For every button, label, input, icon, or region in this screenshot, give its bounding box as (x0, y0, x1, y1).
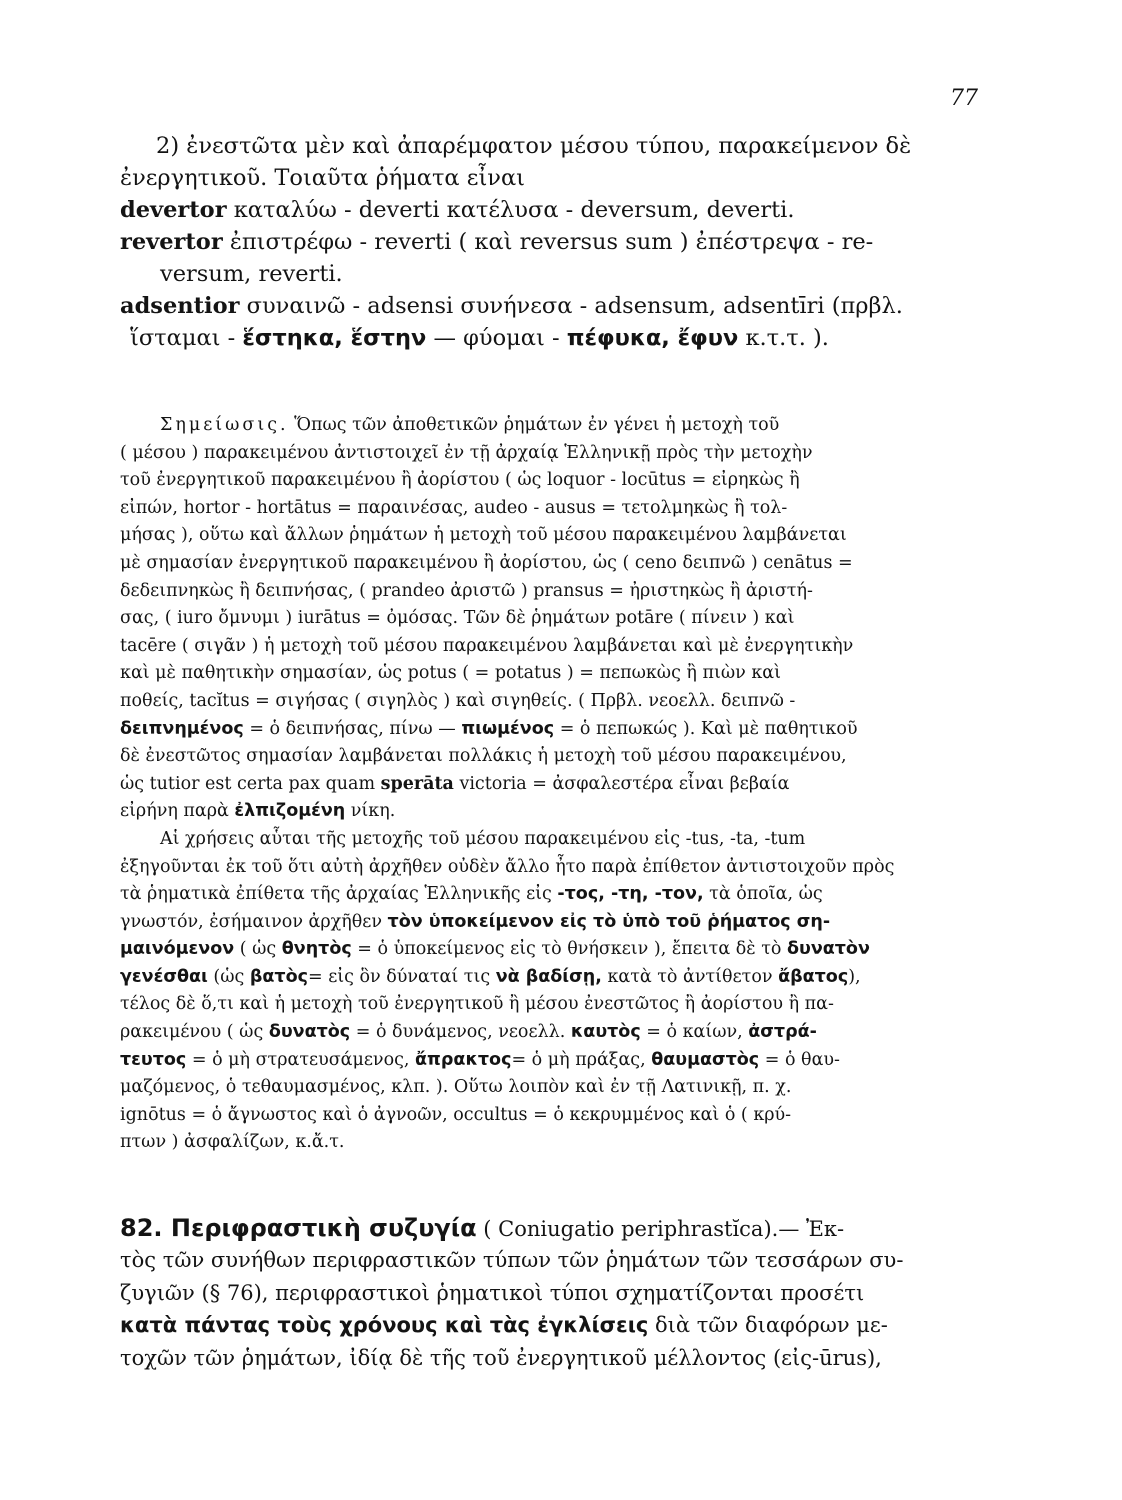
text-span: δὲ ἐνεστῶτος σημασίαν λαμβάνεται πολλάκις ἡ μετοχὴ τοῦ μέσου παρακειμένου, (120, 746, 847, 767)
text-span: = ὁ μὴ στρατευσάμενος, (186, 1049, 416, 1070)
text-line (120, 1019, 990, 1047)
bold-term: δυνατὸν (786, 939, 870, 960)
text-line (120, 991, 990, 1019)
text-line (120, 226, 990, 258)
text-span: = ὁ δυνάμενος, νεοελλ. (350, 1022, 571, 1043)
text-line (120, 194, 990, 226)
text-line (120, 660, 990, 688)
text-span: = ὁ ὑποκείμενος εἰς τὸ θνήσκειν ), ἔπειτα δὲ τὸ (351, 939, 787, 960)
bold-term: τὸν ὑποκείμενον εἰς τὸ ὑπὸ τοῦ ῥήματος ση- (387, 911, 831, 932)
text-span: πτων ) ἀσφαλίζων, κ.ἄ.τ. (120, 1132, 345, 1153)
text-line (120, 1212, 990, 1244)
bold-term: τευτος (120, 1049, 187, 1070)
text-line (120, 1129, 990, 1157)
text-span: ), (848, 966, 861, 987)
bold-term: πέφυκα, ἔφυν (566, 325, 739, 351)
text-line (120, 467, 990, 495)
section-82 (120, 1212, 990, 1374)
text-span: Ὅπως τῶν ἀποθετικῶν ῥημάτων ἐν γένει ἡ μετοχὴ τοῦ (288, 415, 780, 435)
bold-term: καυτὸς (570, 1022, 641, 1043)
text-span: ζυγιῶν (§ 76), περιφραστικοὶ ῥηματικοὶ τύποι σχηματίζονται προσέτι (120, 1280, 865, 1305)
text-span: ( μέσου ) παρακειμένου ἀντιστοιχεῖ ἐν τῇ ἀρχαίᾳ Ἑλληνικῇ πρὸς τὴν μετοχὴν (120, 442, 813, 463)
text-line (120, 1102, 990, 1130)
text-span: σας, ( iuro ὄμνυμι ) iurātus = ὀμόσας. Τῶν δὲ ῥημάτων potāre ( πίνειν ) καὶ (120, 608, 795, 629)
text-span: καὶ μὲ παθητικὴν σημασίαν, ὡς potus ( = potatus ) = πεπωκὼς ἢ πιὼν καὶ (120, 663, 781, 684)
text-span: κατὰ τὸ ἀντίθετον (601, 966, 779, 987)
text-span: ὡς tutior est certa pax quam (120, 773, 381, 794)
text-line (120, 1309, 990, 1341)
bold-term: ἄπρακτος (415, 1049, 512, 1070)
bold-term: devertor (120, 197, 227, 223)
text-line (120, 495, 990, 523)
text-line (120, 688, 990, 716)
text-span: ἐξηγοῦνται ἐκ τοῦ ὅτι αὐτὴ ἀρχῆθεν οὐδὲν ἄλλο ἦτο παρὰ ἐπίθετον ἀντιστοιχοῦν πρὸς (120, 856, 895, 877)
text-span: μὲ σημασίαν ἐνεργητικοῦ παρακειμένου ἢ ἀορίστου, ὡς ( ceno δειπνῶ ) cenātus = (120, 552, 853, 573)
text-line (120, 826, 990, 854)
verb-list-section (120, 130, 990, 354)
text-span: = ὁ πεπωκώς ). Καὶ μὲ παθητικοῦ (554, 718, 858, 739)
text-line (120, 1244, 990, 1276)
bold-term: κατὰ πάντας τοὺς χρόνους καὶ τὰς ἐγκλίσεις (120, 1313, 649, 1338)
text-span: δεδειπνηκὼς ἢ δειπνήσας, ( prandeo ἀριστῶ ) pransus = ἠριστηκὼς ἢ ἀριστή- (120, 580, 813, 601)
text-line (120, 412, 990, 440)
text-span: ἵσταμαι - (130, 325, 243, 351)
text-line (120, 322, 990, 354)
text-span: μήσας ), οὕτω καὶ ἄλλων ῥημάτων ἡ μετοχὴ τοῦ μέσου παρακειμένου λαμβάνεται (120, 525, 847, 546)
text-line (120, 440, 990, 468)
text-span: ρακειμένου ( ὡς (120, 1022, 269, 1043)
text-line (120, 633, 990, 661)
text-line (120, 1342, 990, 1374)
text-line (120, 716, 990, 744)
text-span: = ὁ θαυ- (759, 1049, 840, 1070)
bold-term: θαυμαστὸς (651, 1049, 760, 1070)
text-span: ignōtus = ὁ ἄγνωστος καὶ ὁ ἀγνοῶν, occultus = ὁ κεκρυμμένος καὶ ὁ ( κρύ- (120, 1104, 792, 1125)
text-span: = ὁ δειπνήσας, πίνω — (243, 718, 462, 739)
text-span: συναινῶ - adsensi συνήνεσα - adsensum, adsentīri (πρβλ. (239, 293, 903, 319)
text-line (120, 130, 990, 162)
text-span: ( Coniugatio periphrastĭca).— Ἐκ- (476, 1217, 845, 1241)
text-span: τοχῶν τῶν ῥημάτων, ἰδίᾳ δὲ τῆς τοῦ ἐνεργητικοῦ μέλλοντος (εἰς-ūrus), (120, 1345, 882, 1370)
text-line (120, 798, 990, 826)
text-span: Αἱ χρήσεις αὗται τῆς μετοχῆς τοῦ μέσου παρακειμένου εἰς -tus, -ta, -tum (160, 828, 806, 849)
text-span: διὰ τῶν διαφόρων με- (648, 1313, 888, 1338)
bold-term: θνητὸς (281, 939, 352, 960)
section-heading: 82. Περιφραστικὴ συζυγία (120, 1214, 477, 1242)
text-line (120, 881, 990, 909)
bold-term: δειπνημένος (120, 718, 244, 739)
text-span: καταλύω - deverti κατέλυσα - deversum, deverti. (226, 197, 795, 223)
bold-term: πιωμένος (461, 718, 555, 739)
page-number: 77 (950, 86, 978, 111)
text-line (120, 578, 990, 606)
text-line (120, 936, 990, 964)
bold-term: -τος, -τη, -τον, (557, 884, 704, 905)
text-span: = ὁ καίων, (640, 1022, 749, 1043)
text-line (120, 1074, 990, 1102)
bold-term: ἐλπιζομένη (234, 801, 346, 822)
text-span: ἐπιστρέφω - reverti ( καὶ reversus sum ) ἐπέστρεψα - re- (222, 229, 874, 255)
text-span: τὸς τῶν συνήθων περιφραστικῶν τύπων τῶν ῥημάτων τῶν τεσσάρων συ- (120, 1248, 904, 1273)
bold-term: ἀστρά- (748, 1022, 817, 1043)
bold-term: νὰ βαδίσῃ, (495, 966, 602, 987)
text-line (120, 522, 990, 550)
text-line (120, 162, 990, 194)
bold-term: revertor (120, 229, 223, 255)
bold-term: ἕστηκα, ἕστην (242, 325, 427, 351)
text-line (120, 964, 990, 992)
text-span: — φύομαι - (426, 325, 567, 351)
text-span: νίκη. (345, 801, 396, 822)
text-span: μαζόμενος, ὁ τεθαυμασμένος, κλπ. ). Οὕτω λοιπὸν καὶ ἐν τῇ Λατινικῇ, π. χ. (120, 1077, 792, 1098)
text-line (120, 909, 990, 937)
text-line (120, 1047, 990, 1075)
bold-term: adsentior (120, 293, 240, 319)
note-section (120, 412, 990, 1157)
text-span: 2) ἐνεστῶτα μὲν καὶ ἀπαρέμφατον μέσου τύπου, παρακείμενον δὲ (156, 133, 912, 159)
bold-term: ἄβατος (778, 966, 849, 987)
text-span: εἰπών, hortor - hortātus = παραινέσας, audeo - ausus = τετολμηκὼς ἢ τολ- (120, 497, 788, 518)
bold-term: sperāta (380, 773, 454, 794)
text-span: ἐνεργητικοῦ. Τοιαῦτα ῥήματα εἶναι (120, 165, 525, 191)
bold-term: βατὸς (249, 966, 308, 987)
text-span: γνωστόν, ἐσήμαινον ἀρχῆθεν (120, 911, 388, 932)
text-span: τοῦ ἐνεργητικοῦ παρακειμένου ἢ ἀορίστου ( ὡς loquor - locūtus = εἰρηκὼς ἢ (120, 470, 800, 491)
text-line (120, 290, 990, 322)
text-span: tacēre ( σιγᾶν ) ἡ μετοχὴ τοῦ μέσου παρακειμένου λαμβάνεται καὶ μὲ ἐνεργητικὴν (120, 635, 854, 656)
text-span: versum, reverti. (160, 261, 343, 287)
note-label: Σημείωσις. (160, 415, 289, 435)
text-line (120, 605, 990, 633)
text-span: τέλος δὲ ὅ,τι καὶ ἡ μετοχὴ τοῦ ἐνεργητικοῦ ἢ μέσου ἐνεστῶτος ἢ ἀορίστου ἢ πα- (120, 994, 834, 1015)
text-line (120, 550, 990, 578)
bold-term: μαινόμενον (120, 939, 235, 960)
text-line (120, 743, 990, 771)
text-span: victoria = ἀσφαλεστέρα εἶναι βεβαία (453, 773, 790, 794)
text-line (120, 854, 990, 882)
text-line (120, 771, 990, 799)
bold-term: γενέσθαι (120, 966, 208, 987)
text-span: = εἰς ὃν δύναταί τις (307, 966, 496, 987)
text-span: τὰ ῥηματικὰ ἐπίθετα τῆς ἀρχαίας Ἑλληνικῆς εἰς (120, 884, 558, 905)
bold-term: δυνατὸς (268, 1022, 351, 1043)
text-span: ( ὡς (234, 939, 282, 960)
text-span: τὰ ὁποῖα, ὡς (703, 884, 823, 905)
text-span: εἰρήνη παρὰ (120, 801, 235, 822)
text-span: ποθείς, tacĭtus = σιγήσας ( σιγηλὸς ) καὶ σιγηθείς. ( Πρβλ. νεοελλ. δειπνῶ - (120, 690, 796, 711)
text-span: = ὁ μὴ πράξας, (511, 1049, 652, 1070)
text-line (120, 258, 990, 290)
text-span: κ.τ.τ. ). (738, 325, 829, 351)
text-span: (ὡς (207, 966, 250, 987)
text-line (120, 1277, 990, 1309)
